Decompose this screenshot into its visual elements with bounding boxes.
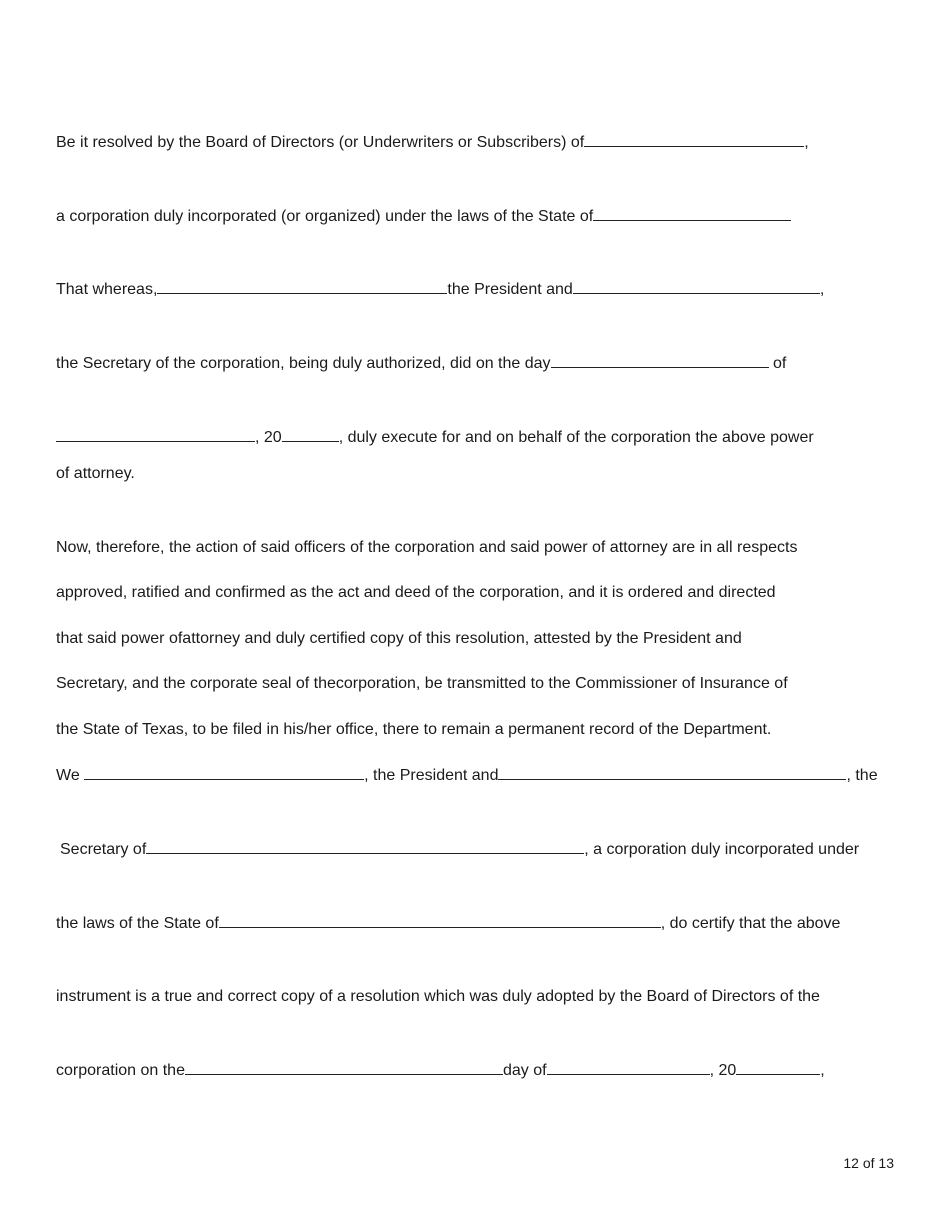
state-field[interactable] (593, 206, 791, 221)
resolution-text: That whereas, (56, 281, 158, 298)
resolution-text: of (768, 355, 787, 372)
certification-line-4 (56, 987, 820, 1007)
paragraph-text: Secretary, and the corporate seal of thecorporation, be transmitted to the Commissioner of Insurance of (56, 675, 788, 692)
paragraph-line (56, 538, 797, 558)
certifying-president-field[interactable] (84, 765, 364, 780)
adoption-year-field[interactable] (736, 1060, 820, 1075)
certification-text: day of (502, 1062, 547, 1079)
paragraph-line (56, 629, 742, 649)
certification-line-2 (60, 839, 859, 860)
resolution-text: , 20 (255, 429, 282, 446)
certifying-secretary-field[interactable] (498, 765, 846, 780)
paragraph-text: Now, therefore, the action of said officers of the corporation and said power of attorney are in all respects (56, 539, 798, 556)
resolution-text: , (819, 281, 825, 298)
resolution-line-5 (56, 427, 814, 448)
certification-line-3 (56, 913, 840, 934)
resolution-line-2 (56, 206, 791, 227)
certification-text: We (56, 767, 85, 784)
certification-line-1 (56, 765, 878, 786)
certification-text: , 20 (709, 1062, 737, 1079)
corporation-name-field[interactable] (584, 132, 804, 147)
paragraph-text: that said power ofattorney and duly certified copy of this resolution, attested by the President and (56, 630, 742, 647)
certification-text: , (820, 1062, 825, 1079)
certification-text: corporation on the (56, 1062, 185, 1079)
secretary-name-field[interactable] (573, 279, 820, 294)
page-number: 12 of 13 (843, 1155, 894, 1171)
resolution-line-4 (56, 353, 786, 374)
resolution-text: the Secretary of the corporation, being duly authorized, did on the day (56, 355, 551, 372)
certification-text: the laws of the State of (56, 915, 219, 932)
resolution-line-3 (56, 279, 824, 300)
resolution-text: Be it resolved by the Board of Directors (or Underwriters or Subscribers) of (56, 134, 585, 151)
execution-year-field[interactable] (282, 427, 339, 442)
certification-text: , the President and (364, 767, 499, 784)
certifying-state-field[interactable] (219, 913, 661, 928)
certification-text: , do certify that the above (660, 915, 841, 932)
certifying-corporation-field[interactable] (146, 839, 584, 854)
resolution-text: the President and (447, 281, 573, 298)
president-name-field[interactable] (157, 279, 447, 294)
execution-month-field[interactable] (56, 427, 255, 442)
resolution-text: of attorney. (56, 465, 135, 482)
execution-day-field[interactable] (551, 353, 769, 368)
paragraph-line (56, 674, 788, 694)
resolution-text: , (804, 134, 809, 151)
resolution-line-1 (56, 132, 809, 153)
paragraph-line (56, 720, 771, 740)
certification-text: , a corporation duly incorporated under (584, 841, 860, 858)
paragraph-text: the State of Texas, to be filed in his/her office, there to remain a permanent record of the Department. (56, 721, 772, 738)
resolution-text: a corporation duly incorporated (or organized) under the laws of the State of (56, 208, 594, 225)
certification-text: Secretary of (60, 841, 147, 858)
paragraph-text: approved, ratified and confirmed as the act and deed of the corporation, and it is ordered and directed (56, 584, 776, 601)
certification-text: , the (846, 767, 878, 784)
certification-line-5 (56, 1060, 825, 1081)
resolution-line-6 (56, 464, 135, 484)
resolution-text: , duly execute for and on behalf of the corporation the above power (338, 429, 814, 446)
adoption-day-field[interactable] (185, 1060, 503, 1075)
adoption-month-field[interactable] (547, 1060, 710, 1075)
certification-text: instrument is a true and correct copy of a resolution which was duly adopted by the Board of Directors of the (56, 988, 820, 1005)
paragraph-line (56, 583, 776, 603)
